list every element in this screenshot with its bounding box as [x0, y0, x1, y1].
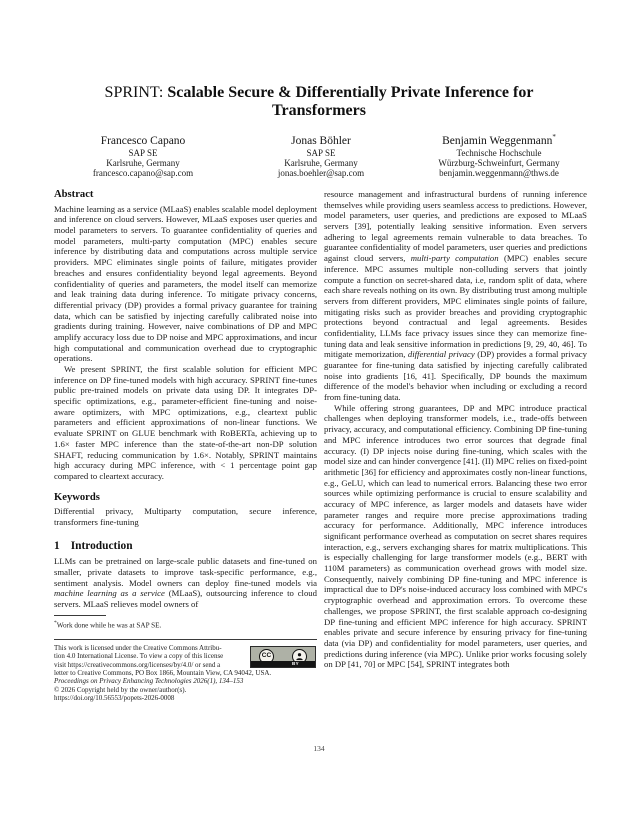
license-line: letter to Creative Commons, PO Box 1866, Mountain View, CA 94042, USA. — [54, 668, 272, 677]
author-marker: * — [552, 133, 556, 141]
cc-logo-icon: CC — [259, 649, 274, 664]
cc-badge-strip — [251, 661, 315, 667]
keywords-text: Differential privacy, Multiparty computation, secure inference, transformers fine-tuning — [54, 506, 317, 527]
author-name: Francesco Capano — [100, 134, 186, 147]
keywords-heading: Keywords — [54, 491, 100, 503]
intro-continuation-paragraph: resource management and infrastructural burdens of running inference themselves while providing users seamless access to predictions. However, model parameters, user queries, and predictions are exposed to MLaaS servers [39], potentially leaking sensitive information. Even servers adhering to legal agreements remain vulnerable to data breaches. To guarantee confidentiality of model parameters, user queries and predictions against cloud servers, multi-party computation (MPC) enables secure inference. MPC assumes multiple non-colluding servers that jointly compute a function on secret-shared data, i.e, random split of data, where each share reveals nothing on its own. By distributing trust among multiple servers from different providers, MPC eliminates single points of failure, mitigating risks such as provider breaches and providing cryptographic protections beyond contractual and legal agreements. Besides confidentiality, LLMs face privacy issues since they can memorize fine-tuning data and leak sensitive information in predictions [9, 29, 40, 46]. To mitigate memorization, differential privacy (DP) provides a formal privacy guarantee for fine-tuning data satisfied by injecting carefully calibrated noise into gradients [16, 41]. Specifically, DP bounds the maximum difference of the model's behavior when including or excluding a record from fine-tuning data. — [324, 189, 588, 403]
footnote-area — [54, 615, 317, 703]
license-rule — [54, 639, 317, 640]
author-block — [54, 130, 232, 178]
author-location: Karlsruhe, Germany — [106, 157, 180, 168]
author-name: Benjamin Weggenmann* — [442, 133, 556, 147]
license-line: © 2026 Copyright held by the owner/author(s). — [54, 685, 187, 694]
author-affiliation: SAP SE — [306, 147, 336, 158]
license-line[interactable]: https://doi.org/10.56553/popets-2026-0008 — [54, 694, 175, 703]
page-number: 134 — [313, 744, 325, 753]
author-email: benjamin.weggenmann@thws.de — [439, 167, 559, 178]
abstract-heading: Abstract — [54, 189, 94, 200]
introduction-heading — [54, 541, 317, 552]
author-location: Karlsruhe, Germany — [284, 157, 358, 168]
footnote-text: *Work done while he was at SAP SE. — [54, 619, 162, 630]
intro-paragraph-2: While offering strong guarantees, DP and MPC introduce practical challenges when deploying transformer models, i.e., trade-offs between privacy, accuracy, and computational efficiency. Combining DP fine-tuning and MPC inference introduces two error sources that degrade final accuracy. (I) DP injects noise during fine-tuning, which scales with the model size and can hinder convergence [41]. (II) MPC relies on fixed-point arithmetic [36] for efficiency and approximates costly non-linear functions, e.g., GeLU, which can lead to numerical errors. Balancing these two error sources while optimizing performance is crucial to ensure scalability and accuracy of MPC inference, as larger models and datasets have wider parameter ranges and require more precise approximations trading accuracy for performance. Additionally, MPC inference introduces significant performance overhead as computation on secret shares requires interaction, e.g., servers exchanging shares for matrix multiplications. This is especially challenging for large transformer models (e.g., BERT with 110M parameters) as communication overhead grows with model size. Consequently, naively combining DP fine-tuning and MPC inference is impractical due to DP's noise-induced accuracy loss combined with MPC's cryptographic overhead and approximation errors. To overcome these challenges, we propose SPRINT, the first scalable approach co-designing DP fine-tuning and efficient MPC inference for high accuracy. SPRINT enables private and secure inference by ensuring privacy for fine-tuning data (via DP) and confidentiality for model parameters, user queries, and predictions during inference (via MPC). Unlike prior works focusing solely on DP [41, 70] or MPC [54], SPRINT integrates both — [324, 402, 587, 670]
author-email: francesco.capano@sap.com — [92, 167, 194, 178]
cc-by-label: BY — [291, 660, 299, 666]
section-number: 1 — [54, 539, 60, 552]
abstract-paragraph-1: Machine learning as a service (MLaaS) enables scalable model deployment and inference on cloud servers. However, MLaaS exposes user queries and model parameters to servers. To guarantee confidentiality of queries and model parameters, multi-party computation (MPC) enables secure inference by distributing data and computations across multiple service providers. MPC eliminates single points of failure, mitigates provider breaches and ensures confidentiality beyond legal agreements. Beyond confidentiality of queries and parameters, the model itself can memorize and leak training data during inference. To mitigate privacy concerns, differential privacy (DP) provides a formal privacy guarantee for training data, which can be satisfied by injecting carefully calibrated noise into gradients during training. However, naive combinations of DP and MPC amplify accuracy loss due to DP noise and MPC approximations, and incur high computational and communication overhead due to cryptographic operations. — [54, 203, 317, 364]
abstract-paragraph-2: We present SPRINT, the first scalable solution for efficient MPC inference on DP fine-tuned models with high accuracy. SPRINT fine-tunes public pre-trained models on private data using DP. It integrates DP-specific optimizations, e.g., parameter-efficient fine-tuning and noise-aware optimizers, with MPC optimizations, e.g., cleartext public parameters and efficient approximations of non-linear functions. We evaluate SPRINT on GLUE benchmark with RoBERTa, achieving up to 1.6× faster MPC inference than the state-of-the-art non-DP solution SHAFT, reducing communication by 1.6×. Notably, SPRINT maintains high accuracy during MPC inference, with < 1 percentage point gap compared to cleartext accuracy. — [54, 364, 317, 481]
footnote-marker: * — [54, 619, 57, 626]
footnote-rule — [54, 615, 106, 616]
license-line: Proceedings on Privacy Enhancing Technologies 2026(1), 134–153 — [54, 677, 244, 686]
author-name: Jonas Böhler — [291, 134, 351, 147]
paper-title-line-1: SPRINT: Scalable Secure & Differentially Private Inference for — [104, 84, 534, 101]
introduction-paragraph-1: LLMs can be pretrained on large-scale public datasets and fine-tuned on smaller, private datasets to improve task-specific performance, e.g., sentiment analysis. Model owners can deploy fine-tuned models via machine learning as a service (MLaaS), outsourcing inference to cloud servers. MLaaS relieves model owners of — [54, 556, 317, 610]
section-title: Introduction — [70, 539, 133, 552]
left-column — [54, 189, 317, 703]
author-email: jonas.boehler@sap.com — [277, 167, 365, 178]
author-affiliation: SAP SE — [128, 147, 158, 158]
license-line: This work is licensed under the Creative Commons Attribu- — [54, 643, 222, 652]
two-column-body — [54, 189, 588, 703]
author-block — [410, 130, 588, 178]
cc-by-badge[interactable] — [250, 646, 316, 668]
author-location: Würzburg-Schweinfurt, Germany — [438, 157, 560, 168]
license-block — [54, 644, 317, 703]
paper-title — [49, 84, 589, 119]
license-line[interactable]: visit https://creativecommons.org/licenses/by/4.0/ or send a — [54, 660, 221, 669]
paper-title-line-2: Transformers — [272, 101, 366, 119]
author-block — [232, 130, 410, 178]
right-column — [324, 189, 587, 703]
author-block-row — [54, 130, 588, 178]
author-affiliation: Technische Hochschule — [456, 147, 542, 158]
license-line: tion 4.0 International License. To view a copy of this license — [54, 652, 224, 661]
